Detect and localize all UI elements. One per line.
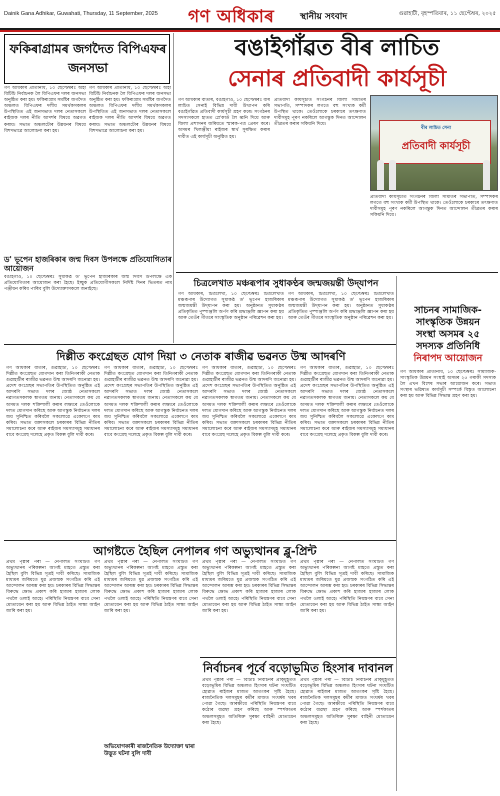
delhi-story-col4: গণ অধিকাৰ বাতৰি, গুৱাহাটী, ১০ ছেপ্টেম্বৰঃ দিল্লীত কংগ্ৰেছত যোগদান কৰা তিনিগৰাকী নেতাক গুৱাহাটীৰ ৰাজীৱ ভৱনত উষ্ম আদৰণি জনোৱা হয়। প্ৰদেশ কংগ্ৰেছৰ সভাপতিৰ উপস্থিতিত অনুষ্ঠিত এই আদৰণি সভাত দলৰ জ্যেষ্ঠ নেতাসকলে নৱাগতসকলক স্বাগতম জনায়। নেতাসকলে কয় যে অসমত দলক শক্তিশালী কৰাৰ লক্ষ্যৰে তেওঁলোকে দলত যোগদান কৰিছে আৰু আগন্তুক নিৰ্বাচনত দলৰ জয় সুনিশ্চিত কৰিবলৈ সকলোৱে একেলগে কাম কৰিব। সভাত বক্তাসকলে চৰকাৰৰ বিভিন্ন নীতিৰ সমালোচনা কৰে আৰু ৰাইজৰ সমস্যাসমূহ সমাধানৰ বাবে কংগ্ৰেছ দলেহে প্ৰকৃত বিকল্প বুলি দাবী কৰে। xyxy=(300,366,394,439)
btr-story-col2: প্ৰথম পৃষ্ঠাৰ পৰা — বিটিচি নিৰ্বাচনৰ প্ৰাক্‌মুহূৰ্তত বড়োভূমিৰ বিভিন্ন অঞ্চলত হিংসাৰ ঘটনা সংঘটিত হোৱাত ৰাইজৰ মাজত আতংকৰ সৃষ্টি হৈছে। ৰাজনৈতিক দলসমূহৰ কৰ্মীৰ মাজত সংঘৰ্ষৰ খবৰ পোৱা গৈছে। আৰক্ষীয়ে পৰিস্থিতি নিয়ন্ত্ৰণৰ বাবে কঠোৰ ব্যৱস্থা গ্ৰহণ কৰিছে আৰু স্পৰ্শকাতৰ অঞ্চলসমূহত অতিৰিক্ত সুৰক্ষা বাহিনী মোতায়েন কৰা হৈছে। xyxy=(300,678,394,726)
main-headline xyxy=(176,33,498,95)
left-sub-headline: ড' ভূপেন হাজৰিকাৰ জন্ম দিবস উপলক্ষে প্ৰতিযোগিতাৰ আয়োজন xyxy=(4,255,172,273)
column-rule xyxy=(396,276,397,791)
side-headline-line2: সাংস্কৃতিক উন্নয়ন xyxy=(416,317,480,328)
protest-banner xyxy=(379,120,491,164)
left-sub-body: বঙাইগাঁও, ১০ ছেপ্টেম্বৰঃ সুধাকণ্ঠ ড' ভূপেন হাজৰিকাৰ জন্ম দিবস উপলক্ষে এক প্ৰতিযোগিতাৰ আয়োজন কৰা হৈছে। ইচ্ছুক প্ৰতিযোগীসকলে নিৰ্দিষ্ট দিনৰ ভিতৰত নাম পঞ্জীয়ন কৰিব পাৰিব বুলি উদ্যোক্তাসকলে জনাইছে। xyxy=(4,275,172,293)
delhi-story-col3: গণ অধিকাৰ বাতৰি, গুৱাহাটী, ১০ ছেপ্টেম্বৰঃ দিল্লীত কংগ্ৰেছত যোগদান কৰা তিনিগৰাকী নেতাক গুৱাহাটীৰ ৰাজীৱ ভৱনত উষ্ম আদৰণি জনোৱা হয়। প্ৰদেশ কংগ্ৰেছৰ সভাপতিৰ উপস্থিতিত অনুষ্ঠিত এই আদৰণি সভাত দলৰ জ্যেষ্ঠ নেতাসকলে নৱাগতসকলক স্বাগতম জনায়। নেতাসকলে কয় যে অসমত দলক শক্তিশালী কৰাৰ লক্ষ্যৰে তেওঁলোকে দলত যোগদান কৰিছে আৰু আগন্তুক নিৰ্বাচনত দলৰ জয় সুনিশ্চিত কৰিবলৈ সকলোৱে একেলগে কাম কৰিব। সভাত বক্তাসকলে চৰকাৰৰ বিভিন্ন নীতিৰ সমালোচনা কৰে আৰু ৰাইজৰ সমস্যাসমূহ সমাধানৰ বাবে কংগ্ৰেছ দলেহে প্ৰকৃত বিকল্প বুলি দাবী কৰে। xyxy=(202,366,296,439)
side-headline-line1: সাচনৰ সামাজিক- xyxy=(414,305,482,316)
divider xyxy=(4,540,396,541)
left-story-body-col1: গণ অধিকাৰ প্ৰতিনিধি, ১০ ছেপ্টেম্বৰঃ অহা বিটিচি নিৰ্বাচনক লৈ বিপিএফৰ দলৰ জনসভা অনুষ্ঠিত কৰা হয়। ফকিৰাগ্ৰাম সমষ্টিৰ জগদৈত অঞ্চলত বিপিএফৰ দলীয় সমৰ্থকসকলৰ উপস্থিতিত এই জনসভাত দলৰ নেতাসকলে ৰাইজক দলৰ নীতি আদৰ্শৰ বিষয়ে অৱগত কৰায়। সভাত অঞ্চলটোৰ উন্নয়নৰ বিষয়ে বিশদভাৱে আলোচনা কৰা হয়। xyxy=(4,86,86,134)
delhi-story-col1: গণ অধিকাৰ বাতৰি, গুৱাহাটী, ১০ ছেপ্টেম্বৰঃ দিল্লীত কংগ্ৰেছত যোগদান কৰা তিনিগৰাকী নেতাক গুৱাহাটীৰ ৰাজীৱ ভৱনত উষ্ম আদৰণি জনোৱা হয়। প্ৰদেশ কংগ্ৰেছৰ সভাপতিৰ উপস্থিতিত অনুষ্ঠিত এই আদৰণি সভাত দলৰ জ্যেষ্ঠ নেতাসকলে নৱাগতসকলক স্বাগতম জনায়। নেতাসকলে কয় যে অসমত দলক শক্তিশালী কৰাৰ লক্ষ্যৰে তেওঁলোকে দলত যোগদান কৰিছে আৰু আগন্তুক নিৰ্বাচনত দলৰ জয় সুনিশ্চিত কৰিবলৈ সকলোৱে একেলগে কাম কৰিব। সভাত বক্তাসকলে চৰকাৰৰ বিভিন্ন নীতিৰ সমালোচনা কৰে আৰু ৰাইজৰ সমস্যাসমূহ সমাধানৰ বাবে কংগ্ৰেছ দলেহে প্ৰকৃত বিকল্প বুলি দাবী কৰে। xyxy=(6,366,100,439)
side-headline-line5: নিৰাপদ আয়োজন xyxy=(413,353,483,364)
masthead-left-info: Dainik Gana Adhikar, Guwahati, Thursday, 11 September, 2025 xyxy=(4,11,158,17)
main-headline-line1: বঙাইগাঁৱত বীৰ লাচিত xyxy=(234,35,440,61)
main-story-body-col3: প্ৰতিবাদী কাৰ্যসূচীত সংগঠনৰ জিলা সমিতিৰ সভাপতি, সম্পাদকৰ লগতে বহু সংখ্যক কৰ্মী উপস্থিত থাকে। তেওঁলোকে চৰকাৰে তৎক্ষণাত দাবীসমূহ পূৰণ নকৰিলে আগন্তুক দিনত আন্দোলন তীব্ৰতৰ কৰাৰ সকিয়নি দিয়ে। xyxy=(370,195,498,219)
person-figure xyxy=(389,160,396,190)
left-story-body-col2: গণ অধিকাৰ প্ৰতিনিধি, ১০ ছেপ্টেম্বৰঃ অহা বিটিচি নিৰ্বাচনক লৈ বিপিএফৰ দলৰ জনসভা অনুষ্ঠিত কৰা হয়। ফকিৰাগ্ৰাম সমষ্টিৰ জগদৈত অঞ্চলত বিপিএফৰ দলীয় সমৰ্থকসকলৰ উপস্থিতিত এই জনসভাত দলৰ নেতাসকলে ৰাইজক দলৰ নীতি আদৰ্শৰ বিষয়ে অৱগত কৰায়। সভাত অঞ্চলটোৰ উন্নয়নৰ বিষয়ে বিশদভাৱে আলোচনা কৰা হয়। xyxy=(89,86,171,134)
delhi-story-headline: দিল্লীত কংগ্ৰেছত যোগ দিয়া ৩ নেতাক ৰাজীৱ ভৱনত উষ্ম আদৰণি xyxy=(56,350,346,363)
left-story-headline-box xyxy=(4,34,170,84)
section-name: স্থানীয় সংবাদ xyxy=(300,12,348,22)
nepal-story-col2: প্ৰথম পৃষ্ঠাৰ পৰা — নেপালত সংঘটিত গণ অভ্যুত্থানৰ পৰিকল্পনা আগষ্ট মাহতে প্ৰস্তুত কৰা হৈছিল বুলি বিভিন্ন সূত্ৰই দাবী কৰিছে। সামাজিক মাধ্যমৰ জৰিয়তে যুৱ প্ৰজন্মক সংগঠিত কৰি এই আন্দোলন আৰম্ভ কৰা হয়। চৰকাৰৰ বিভিন্ন সিদ্ধান্তৰ বিৰুদ্ধে ক্ষোভ প্ৰকাশ কৰি হাজাৰ হাজাৰ লোক পথলৈ ওলাই আহে। পৰিস্থিতি নিয়ন্ত্ৰণৰ বাবে সেনা মোতায়েন কৰা হয় আৰু বিভিন্ন ঠাইত সান্ধ্য আইন জাৰি কৰা হয়। xyxy=(104,560,198,614)
person-figure xyxy=(483,160,490,190)
delhi-story-col2: গণ অধিকাৰ বাতৰি, গুৱাহাটী, ১০ ছেপ্টেম্বৰঃ দিল্লীত কংগ্ৰেছত যোগদান কৰা তিনিগৰাকী নেতাক গুৱাহাটীৰ ৰাজীৱ ভৱনত উষ্ম আদৰণি জনোৱা হয়। প্ৰদেশ কংগ্ৰেছৰ সভাপতিৰ উপস্থিতিত অনুষ্ঠিত এই আদৰণি সভাত দলৰ জ্যেষ্ঠ নেতাসকলে নৱাগতসকলক স্বাগতম জনায়। নেতাসকলে কয় যে অসমত দলক শক্তিশালী কৰাৰ লক্ষ্যৰে তেওঁলোকে দলত যোগদান কৰিছে আৰু আগন্তুক নিৰ্বাচনত দলৰ জয় সুনিশ্চিত কৰিবলৈ সকলোৱে একেলগে কাম কৰিব। সভাত বক্তাসকলে চৰকাৰৰ বিভিন্ন নীতিৰ সমালোচনা কৰে আৰু ৰাইজৰ সমস্যাসমূহ সমাধানৰ বাবে কংগ্ৰেছ দলেহে প্ৰকৃত বিকল্প বুলি দাবী কৰে। xyxy=(104,366,198,439)
mid-story-body-col2: গণ অধিকাৰ, চিত্ৰলেখা, ১০ ছেপ্টেম্বৰঃ চিত্ৰলেখাত মঞ্চৰূপাৰ উদ্যোগত সুধাকণ্ঠ ড' ভূপেন হাজৰিকাৰ জন্মজয়ন্তী উদ্‌যাপন কৰা হয়। অনুষ্ঠানত সুধাকণ্ঠৰ প্ৰতিকৃতিত পুষ্পাঞ্জলি অৰ্পণ কৰি শ্ৰদ্ধাঞ্জলি জ্ঞাপন কৰা হয় আৰু তেওঁৰ গীতৰে সাংস্কৃতিক অনুষ্ঠান পৰিৱেশন কৰা হয়। xyxy=(288,292,394,322)
nepal-story-col3: প্ৰথম পৃষ্ঠাৰ পৰা — নেপালত সংঘটিত গণ অভ্যুত্থানৰ পৰিকল্পনা আগষ্ট মাহতে প্ৰস্তুত কৰা হৈছিল বুলি বিভিন্ন সূত্ৰই দাবী কৰিছে। সামাজিক মাধ্যমৰ জৰিয়তে যুৱ প্ৰজন্মক সংগঠিত কৰি এই আন্দোলন আৰম্ভ কৰা হয়। চৰকাৰৰ বিভিন্ন সিদ্ধান্তৰ বিৰুদ্ধে ক্ষোভ প্ৰকাশ কৰি হাজাৰ হাজাৰ লোক পথলৈ ওলাই আহে। পৰিস্থিতি নিয়ন্ত্ৰণৰ বাবে সেনা মোতায়েন কৰা হয় আৰু বিভিন্ন ঠাইত সান্ধ্য আইন জাৰি কৰা হয়। xyxy=(202,560,296,614)
banner-org-name: বীৰ লাচিত সেনা xyxy=(421,126,451,131)
masthead xyxy=(0,0,500,30)
nepal-story-headline: আগষ্টতে হৈছিল নেপালৰ গণ অভ্যুত্থানৰ ব্লু-প্ৰিন্ট xyxy=(93,544,317,558)
side-headline-line3: সংস্থা অসমৰ ২৫ xyxy=(416,329,480,340)
divider xyxy=(4,344,396,345)
nepal-story-col4: প্ৰথম পৃষ্ঠাৰ পৰা — নেপালত সংঘটিত গণ অভ্যুত্থানৰ পৰিকল্পনা আগষ্ট মাহতে প্ৰস্তুত কৰা হৈছিল বুলি বিভিন্ন সূত্ৰই দাবী কৰিছে। সামাজিক মাধ্যমৰ জৰিয়তে যুৱ প্ৰজন্মক সংগঠিত কৰি এই আন্দোলন আৰম্ভ কৰা হয়। চৰকাৰৰ বিভিন্ন সিদ্ধান্তৰ বিৰুদ্ধে ক্ষোভ প্ৰকাশ কৰি হাজাৰ হাজাৰ লোক পথলৈ ওলাই আহে। পৰিস্থিতি নিয়ন্ত্ৰণৰ বাবে সেনা মোতায়েন কৰা হয় আৰু বিভিন্ন ঠাইত সান্ধ্য আইন জাৰি কৰা হয়। xyxy=(300,560,394,614)
protest-photo xyxy=(370,95,498,191)
newspaper-logo: গণ অধিকাৰ xyxy=(188,7,275,27)
column-rule xyxy=(173,33,174,343)
divider xyxy=(176,272,498,273)
main-headline-line2: সেনাৰ প্ৰতিবাদী কাৰ্যসূচী xyxy=(227,66,447,92)
banner-title: প্ৰতিবাদী কাৰ্যসূচী xyxy=(401,141,471,152)
main-story-body-col1: গণ অধিকাৰ বাতৰি, বঙাইগাঁও, ১০ ছেপ্টেম্বৰঃ বীৰ লাচিত সেনাই বিভিন্ন দাবী উত্থাপন কৰি বঙাইগাঁৱত প্ৰতিবাদী কাৰ্যসূচী গ্ৰহণ কৰে। সংগঠনৰ সদস্যসকলে হাতত প্লে'কাৰ্ড লৈ ধ্বনি দিয়ে আৰু জিলা প্ৰশাসনৰ জৰিয়তে স্মাৰক-পত্ৰ প্ৰেৰণ কৰে। অসমৰ খিলঞ্জীয়া ৰাইজৰ স্বাৰ্থ সুৰক্ষিত কৰাৰ দাবীত এই কাৰ্যসূচী অনুষ্ঠিত হয়। xyxy=(178,98,270,140)
side-headline-line4: সদস্যক প্ৰতিনিধি xyxy=(416,341,480,352)
divider xyxy=(200,657,396,658)
nepal-footer-note: অভিযোগকাৰী ৰাজনৈতিক উদ্যোক্তা দ্বাৰা উদ্ভূত ঘটনা বুলি দাবী xyxy=(104,744,195,757)
mid-story-headline: চিত্ৰলেখাত মঞ্চৰূপাৰ সুধাকণ্ঠৰ জন্মজয়ন্তী উদ্‌যাপন xyxy=(193,279,379,289)
btr-story-col1: প্ৰথম পৃষ্ঠাৰ পৰা — বিটিচি নিৰ্বাচনৰ প্ৰাক্‌মুহূৰ্তত বড়োভূমিৰ বিভিন্ন অঞ্চলত হিংসাৰ ঘটনা সংঘটিত হোৱাত ৰাইজৰ মাজত আতংকৰ সৃষ্টি হৈছে। ৰাজনৈতিক দলসমূহৰ কৰ্মীৰ মাজত সংঘৰ্ষৰ খবৰ পোৱা গৈছে। আৰক্ষীয়ে পৰিস্থিতি নিয়ন্ত্ৰণৰ বাবে কঠোৰ ব্যৱস্থা গ্ৰহণ কৰিছে আৰু স্পৰ্শকাতৰ অঞ্চলসমূহত অতিৰিক্ত সুৰক্ষা বাহিনী মোতায়েন কৰা হৈছে। xyxy=(202,678,296,726)
nepal-story-col1: প্ৰথম পৃষ্ঠাৰ পৰা — নেপালত সংঘটিত গণ অভ্যুত্থানৰ পৰিকল্পনা আগষ্ট মাহতে প্ৰস্তুত কৰা হৈছিল বুলি বিভিন্ন সূত্ৰই দাবী কৰিছে। সামাজিক মাধ্যমৰ জৰিয়তে যুৱ প্ৰজন্মক সংগঠিত কৰি এই আন্দোলন আৰম্ভ কৰা হয়। চৰকাৰৰ বিভিন্ন সিদ্ধান্তৰ বিৰুদ্ধে ক্ষোভ প্ৰকাশ কৰি হাজাৰ হাজাৰ লোক পথলৈ ওলাই আহে। পৰিস্থিতি নিয়ন্ত্ৰণৰ বাবে সেনা মোতায়েন কৰা হয় আৰু বিভিন্ন ঠাইত সান্ধ্য আইন জাৰি কৰা হয়। xyxy=(6,560,100,614)
main-story-body-col2: প্ৰতিবাদী কাৰ্যসূচীত সংগঠনৰ জিলা সমিতিৰ সভাপতি, সম্পাদকৰ লগতে বহু সংখ্যক কৰ্মী উপস্থিত থাকে। তেওঁলোকে চৰকাৰে তৎক্ষণাত দাবীসমূহ পূৰণ নকৰিলে আগন্তুক দিনত আন্দোলন তীব্ৰতৰ কৰাৰ সকিয়নি দিয়ে। xyxy=(274,98,366,128)
mid-story-body-col1: গণ অধিকাৰ, চিত্ৰলেখা, ১০ ছেপ্টেম্বৰঃ চিত্ৰলেখাত মঞ্চৰূপাৰ উদ্যোগত সুধাকণ্ঠ ড' ভূপেন হাজৰিকাৰ জন্মজয়ন্তী উদ্‌যাপন কৰা হয়। অনুষ্ঠানত সুধাকণ্ঠৰ প্ৰতিকৃতিত পুষ্পাঞ্জলি অৰ্পণ কৰি শ্ৰদ্ধাঞ্জলি জ্ঞাপন কৰা হয় আৰু তেওঁৰ গীতৰে সাংস্কৃতিক অনুষ্ঠান পৰিৱেশন কৰা হয়। xyxy=(178,292,284,322)
btr-story-headline: নিৰ্বাচনৰ পূৰ্বে বড়োভূমিত হিংসাৰ দাবানল xyxy=(203,661,393,675)
left-story-headline: ফকিৰাগ্ৰামৰ জগদৈত বিপিএফৰ জনসভা xyxy=(9,41,167,75)
masthead-right-info: গুৱাহাটী, বৃহস্পতিবাৰ, ১১ ছেপ্টেম্বৰ, ২০২৫ xyxy=(398,11,496,17)
side-story-headline xyxy=(398,305,498,365)
masthead-accent-bar xyxy=(0,30,500,32)
side-story-body: গণ অধিকাৰ প্ৰতিনিধি, ১০ ছেপ্টেম্বৰঃ সামাজিক-সাংস্কৃতিক উন্নয়ন সংস্থাই অসমৰ ২৫ গৰাকী সদস্যক লৈ এখন বিশেষ সভাৰ আয়োজন কৰে। সভাত সংস্থাৰ ভৱিষ্যত কাৰ্যসূচী সম্পৰ্কে বিস্তৃত আলোচনা কৰা হয় আৰু বিভিন্ন সিদ্ধান্ত গ্ৰহণ কৰা হয়। xyxy=(400,370,496,400)
person-figure xyxy=(377,160,384,190)
